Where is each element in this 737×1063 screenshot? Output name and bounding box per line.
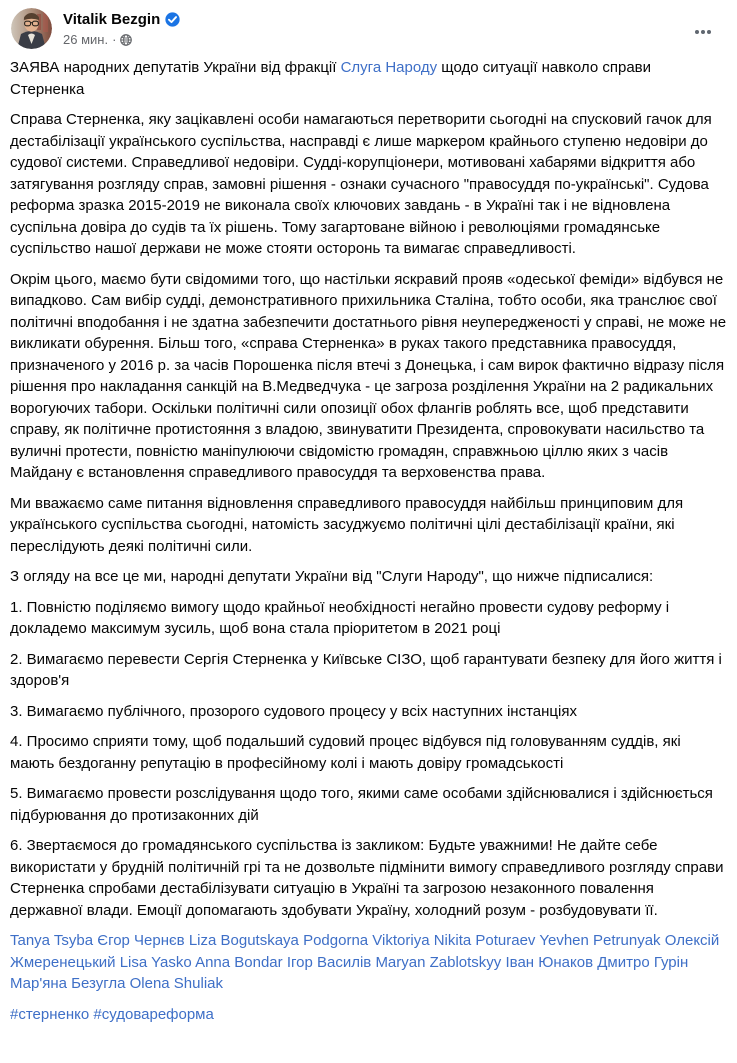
post-header <box>0 0 737 55</box>
fraction-page-link[interactable]: Слуга Народу <box>340 59 438 76</box>
tagged-person-link[interactable]: Lisa Yasko <box>119 953 192 971</box>
post-paragraph-1: Справа Стерненка, яку зацікавлені особи намагаються перетворити сьогодні на спусковий гачок для дестабілізації українського суспільства, насправді є лише маркером крайнього ступеню недовіри до судової системи. Справедливої недовіри. Судді-корупціонери, мотивовані хабарями відкриття або затягування розгляду справ, замовні рішення - ознаки сучасного "правосуддя по-українські". Судова реформа зразка 2015-2019 не виконала своїх ключових завдань - в Україні так і не відновлена суспільна довіра до судів та їх рішень. Тому загартоване війною і революціями громадянське суспільство нашої держави не може стояти осторонь та вимагає справедливості. <box>10 111 712 257</box>
tagged-person-link[interactable]: Мар'яна Безугла <box>10 975 126 992</box>
post-text <box>0 55 737 1025</box>
tagged-people <box>10 930 727 995</box>
tagged-person-link[interactable]: Maryan Zablotskyy <box>375 953 502 971</box>
post-title <box>10 57 727 100</box>
globe-audience-icon <box>120 34 132 46</box>
tagged-person-link[interactable]: Олексій Жмеренецький <box>10 932 720 971</box>
post-list-item-5: 5. Вимагаємо провести розслідування щодо того, якими саме особами здійснювалися і здійснюється підбурювання до протизаконних дій <box>10 785 713 824</box>
tagged-person-link[interactable]: Nikita Poturaev <box>433 932 536 949</box>
post-paragraph-2: Окрім цього, маємо бути свідомими того, що настільки яскравий прояв «одеської феміди» відбувся не випадково. Сам вибір судді, демонстративного прихильника Сталіна, тобто особи, яка транслює свої політичні вподобання і не здатна забезпечити достатнього рівня неупередженості у справі, не може не викликати обурення. Більш того, «справа Стерненка» в руках такого представника правосуддя, призначеного у 2016 р. за часів Порошенка після втечі з Донецька, і сам вирок фактично відразу після рішення про накладання санкцій на В.Медведчука - це загроза розділення України на 2 радикальних ворогуючих табори. Оскільки політичні сили опозиції обох флангів роблять все, щоб представити справу, як політичне протистояння з владою, звинуватити Президента, спровокувати насильство та вуличні протести, повністю маніпулюючи свідомістю громадян, справжньою ціллю яких з часів Майдану є встановлення справедливого правосуддя та верховенства права. <box>10 270 727 481</box>
hashtag-link[interactable]: #стерненко <box>10 1005 90 1023</box>
tagged-person-link[interactable]: Liza Bogutskaya <box>188 932 299 949</box>
post-paragraph-3: Ми вважаємо саме питання відновлення справедливого правосуддя найбільш принциповим для українського суспільства сьогодні, натомість засуджуємо політичні цілі дестабілізації країни, які переслідують деякі політичні сили. <box>10 494 684 555</box>
post-list-item-4: 4. Просимо сприяти тому, щоб подальший судовий процес відбувся під головуванням суддів, які мають бездоганну репутацію в професійному колі і мають довіру громадськості <box>10 733 681 772</box>
tagged-person-link[interactable]: Olena Shuliak <box>129 975 224 992</box>
author-name[interactable]: Vitalik Bezgin <box>63 11 161 28</box>
tagged-person-link[interactable]: Іван Юнаков <box>505 953 594 971</box>
tagged-person-link[interactable]: Tanya Tsyba <box>10 932 94 949</box>
timestamp[interactable]: 26 мин. <box>63 32 109 47</box>
tagged-person-link[interactable]: Ігор Василів <box>286 953 372 971</box>
tagged-person-link[interactable]: Yevhen Petrunyak <box>539 932 661 949</box>
avatar[interactable] <box>11 8 52 49</box>
tagged-person-link[interactable]: Anna Bondar <box>195 953 283 971</box>
post-list-item-2: 2. Вимагаємо перевести Сергія Стерненка у Київське СІЗО, щоб гарантувати безпеку для його життя і здоров'я <box>10 650 722 689</box>
tagged-person-link[interactable]: Podgorna Viktoriya <box>303 932 430 949</box>
title-text-after: щодо ситуації навколо справи Стерненка <box>10 59 652 98</box>
ellipsis-icon <box>693 22 713 42</box>
hashtags <box>10 1004 727 1026</box>
more-options-button[interactable] <box>689 18 717 46</box>
avatar-image <box>11 8 52 49</box>
hashtag-link[interactable]: #судовареформа <box>93 1005 214 1023</box>
verified-badge-icon <box>165 12 180 27</box>
post-paragraph-4: З огляду на все це ми, народні депутати України від "Слуги Народу", що нижче підписалися: <box>10 568 654 585</box>
post-list-item-6: 6. Звертаємося до громадянського суспільства із закликом: Будьте уважними! Не дайте себе використати у брудній політичній грі та не дозвольте підмінити вимогу справедливого розгляду справи Стерненка спробами дестабілізувати ситуацію в Україні та загрозою незаконного повалення державної влади. Емоції допомагають здобувати Україну, холодний розум - розбудовувати її. <box>10 837 724 919</box>
post-list-item-1: 1. Повністю поділяємо вимогу щодо крайньої необхідності негайно провести судову реформу і докладемо максимум зусиль, щоб вона стала пріоритетом в 2021 році <box>10 598 670 637</box>
title-text-before: ЗАЯВА народних депутатів України від фракції <box>10 59 341 76</box>
tagged-person-link[interactable]: Дмитро Гурін <box>597 953 689 971</box>
header-meta <box>63 8 180 48</box>
post-meta-row <box>63 32 180 48</box>
dot-separator: · <box>112 32 117 47</box>
tagged-person-link[interactable]: Єгор Чернєв <box>97 932 185 949</box>
post-list-item-3: 3. Вимагаємо публічного, прозорого судового процесу у всіх наступних інстанціях <box>10 702 577 720</box>
